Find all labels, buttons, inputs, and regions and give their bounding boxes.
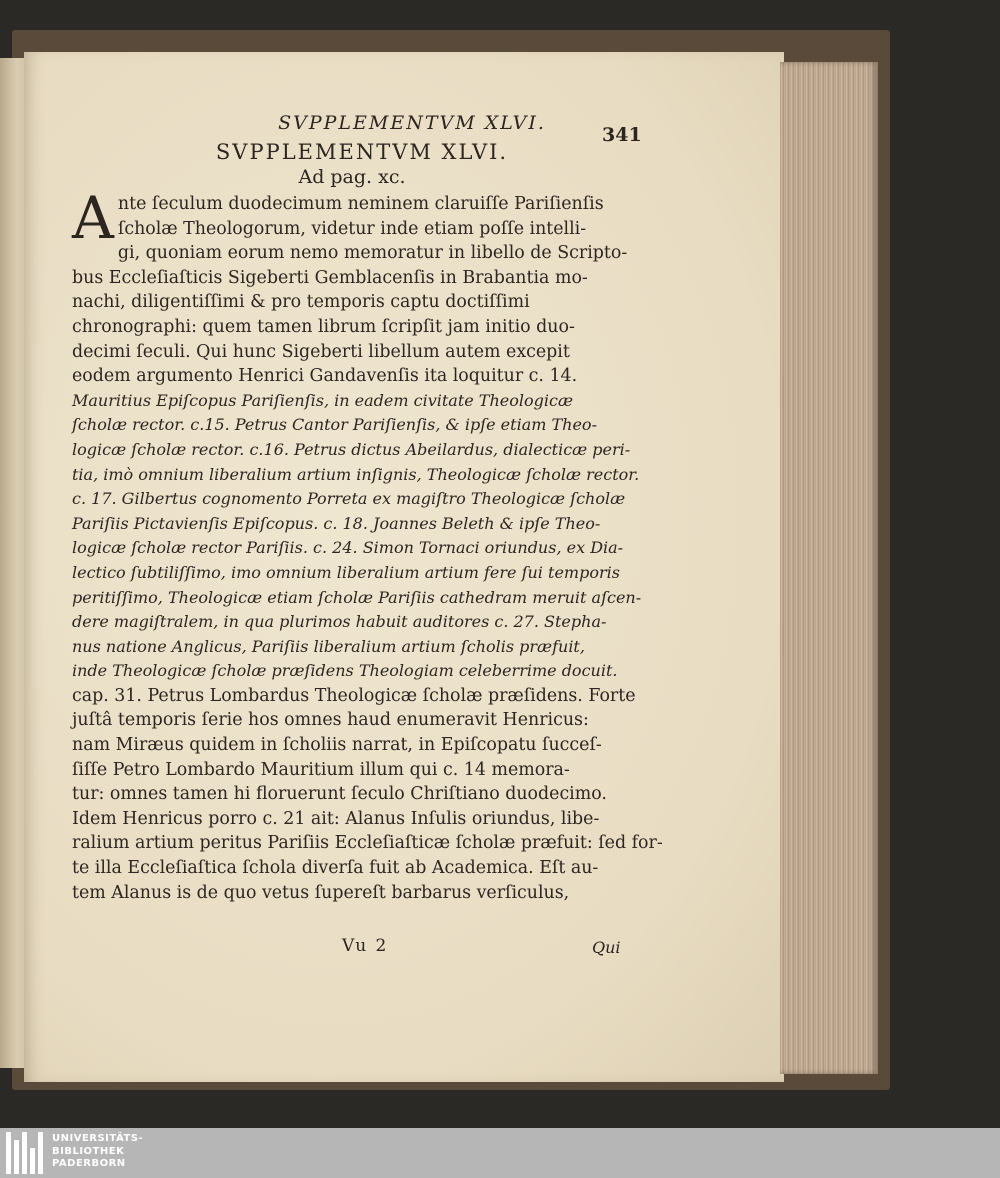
library-logo-text: UNIVERSITÄTS- BIBLIOTHEK PADERBORN	[52, 1133, 144, 1169]
text-line: decimi ſeculi. Qui hunc Sigeberti libellum autem excepit	[72, 341, 570, 362]
section-subheading: Ad pag. xc.	[298, 166, 406, 188]
italic-line: Pariſiis Pictavienſis Epiſcopus. c. 18. Joannes Beleth & ipſe Theo-	[72, 513, 601, 533]
library-logo-icon	[6, 1132, 44, 1174]
text-line: nachi, diligentiſſimi & pro temporis captu doctiſſimi	[72, 292, 530, 313]
text-line: cap. 31. Petrus Lombardus Theologicæ ſcholæ præſidens. Forte	[72, 685, 636, 706]
text-line: tur: omnes tamen hi floruerunt ſeculo Chriſtiano duodecimo.	[72, 784, 607, 805]
signature-mark: Vu 2	[342, 936, 389, 956]
italic-line: peritiſſimo, Theologicæ etiam ſcholæ Pariſiis cathedram meruit aſcen-	[72, 587, 642, 607]
body-text	[72, 184, 663, 905]
text-line: Idem Henricus porro c. 21 ait: Alanus Inſulis oriundus, libe-	[72, 808, 600, 829]
library-footer	[0, 1128, 1000, 1178]
text-line: gi, quoniam eorum nemo memoratur in libello de Scripto-	[117, 243, 628, 264]
italic-line: lectico ſubtiliſſimo, imo omnium liberalium artium fere ſui temporis	[72, 562, 620, 582]
page-number: 341	[602, 124, 642, 146]
italic-line: logicæ ſcholæ rector Pariſiis. c. 24. Simon Tornaci oriundus, ex Dia-	[72, 538, 624, 558]
text-line: te illa Eccleſiaſtica ſchola diverſa fuit ab Academica. Eſt au-	[72, 858, 599, 879]
italic-line: dere magiſtralem, in qua plurimos habuit auditores c. 27. Stepha-	[72, 612, 607, 632]
italic-line: ſcholæ rector. c.15. Petrus Cantor Pariſienſis, & ipſe etiam Theo-	[72, 415, 597, 435]
text-line: ralium artium peritus Pariſiis Eccleſiaſticæ ſcholæ præfuit: ſed for-	[72, 833, 663, 854]
text-line: ſiſſe Petro Lombardo Mauritium illum qui c. 14 memora-	[72, 759, 570, 780]
italic-line: inde Theologicæ ſcholæ præſidens Theologiam celeberrime docuit.	[72, 661, 618, 681]
text-line: ſcholæ Theologorum, videtur inde etiam poſſe intelli-	[117, 218, 587, 239]
text-line: juſtâ temporis ſerie hos omnes haud enumeravit Henricus:	[72, 710, 589, 731]
italic-line: tia, imò omnium liberalium artium inſignis, Theologicæ ſcholæ rector.	[72, 464, 640, 484]
section-heading: SVPPLEMENTVM XLVI.	[215, 140, 509, 164]
italic-line: c. 17. Gilbertus cognomento Porreta ex magiſtro Theologicæ ſcholæ	[72, 489, 626, 509]
text-line: bus Eccleſiaſticis Sigeberti Gemblacenſis in Brabantia mo-	[72, 267, 588, 288]
catchword: Qui	[592, 938, 621, 957]
italic-line: nus natione Anglicus, Pariſiis liberalium artium ſcholis præfuit,	[72, 636, 585, 656]
italic-line: Mauritius Epiſcopus Pariſienſis, in eadem civitate Theologicæ	[72, 390, 573, 410]
text-line: nam Miræus quidem in ſcholiis narrat, in Epiſcopatu ſucceſ-	[72, 735, 602, 756]
running-head: SVPPLEMENTVM XLVI.	[278, 112, 546, 134]
drop-capital: A	[72, 184, 114, 252]
text-line: eodem argumento Henrici Gandavenſis ita loquitur c. 14.	[72, 366, 578, 387]
text-line: nte ſeculum duodecimum neminem claruiſſe Pariſienſis	[117, 194, 604, 214]
text-line: chronographi: quem tamen librum ſcripſit jam initio duo-	[72, 316, 575, 337]
page-edges	[780, 62, 878, 1074]
italic-line: logicæ ſcholæ rector. c.16. Petrus dictus Abeilardus, dialecticæ peri-	[72, 439, 631, 459]
text-line: tem Alanus is de quo vetus ſupereſt barbarus verſiculus,	[72, 882, 570, 903]
